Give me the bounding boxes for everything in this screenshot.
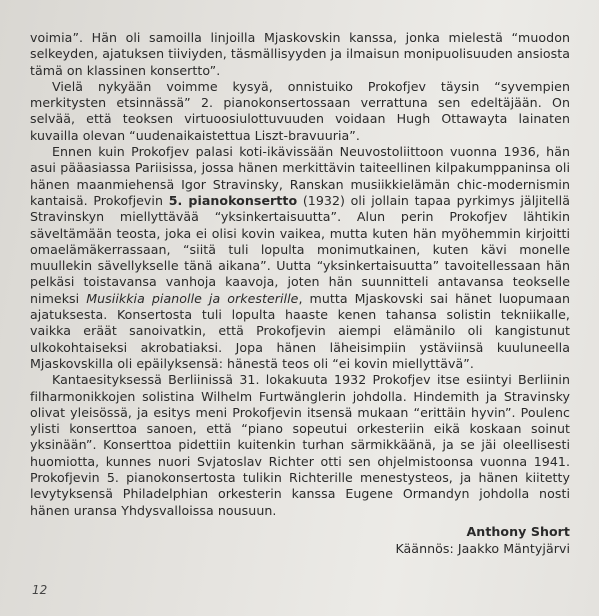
paragraph-3 bbox=[30, 144, 570, 372]
document-body bbox=[30, 30, 570, 557]
paragraph-2: Vielä nykyään voimme kysyä, onnistuiko Prokofjev täysin “syvempien merkitysten etsinnässä” 2. pianokonsertossaan verrattuna sen edeltäjään. On selvää, että teoksen virtuoosiulottuvuuden voidaan Hugh Ottawayta lainaten kuvailla olevan “uudenaikaistettua Liszt-bravuuria”. bbox=[30, 78, 570, 143]
translator-credit: Käännös: Jaakko Mäntyjärvi bbox=[395, 540, 570, 556]
paragraph-4: Kantaesityksessä Berliinissä 31. lokakuuta 1932 Prokofjev itse esiintyi Berliinin filharmonikkojen solistina Wilhelm Furtwänglerin johdolla. Hindemith ja Stravinsky olivat yleisössä, ja esitys meni Prokofjevin itsensä mukaan “erittäin hyvin”. Poulenc ylisti konserttoa sanoen, että “piano sopeutui orkesteriin eikä koskaan soinut yksinään”. Konserttoa pidettiin kuitenkin turhan särmikkäänä, ja se jäi oleellisesti huomiotta, kunnes nuori Svjatoslav Richter otti sen ohjelmistoonsa vuonna 1941. Prokofjevin 5. pianokonsertosta tulikin Richterille menestysteos, ja hänen kiitetty levytyksensä Philadelphian orkesterin kanssa Eugene Ormandyn johdolla nosti hänen uransa Yhdysvalloissa nousuun. bbox=[30, 372, 570, 518]
paragraph-3-part-2: (1932) oli jollain tapaa pyrkimys jäljitellä Stravinskyn miellyttävää “yksinkertaisuutta”. Alun perin Prokofjev lähtikin säveltämään teosta, joka ei olisi kovin vaikea, mutta kuten hän myöhemmin kirjoitti omaelämäkerrassaan, “siitä tuli lopulta monimutkainen, kuten kävi monelle muullekin sävellykselle tänä aikana”. Uutta “yksinkertaisuutta” tavoitellessaan hän pelkäsi toistavansa vanhoja kaavoja, joten hän suunnitteli antavansa teokselle nimeksi bbox=[30, 192, 570, 306]
signature-block bbox=[30, 523, 570, 557]
author-name: Anthony Short bbox=[466, 523, 570, 539]
page-number: 12 bbox=[32, 583, 48, 597]
work-title-bold: 5. pianokonsertto bbox=[168, 192, 298, 208]
paragraph-1: voimia”. Hän oli samoilla linjoilla Mjaskovskin kanssa, jonka mielestä “muodon selkeyden, ajatuksen tiiviyden, täsmällisyyden ja ilmaisun monipuolisuuden ansiosta tämä on klassinen konsertto”. bbox=[30, 30, 570, 78]
paragraph-3-part-3: , mutta Mjaskovski sai hänet luopumaan ajatuksesta. Konsertosta tuli lopulta haaste kenen tahansa solistin tekniikalle, vaikka eräät sanoivatkin, että Prokofjevin aiempi elämänilo oli kangistunut ulkokohtaiseksi akrobatiaksi. Jopa hänen läheisimpiin ystäviinsä kuuluneella Mjaskovskilla oli epäilyksensä: hänestä teos oli “ei kovin miellyttävä”. bbox=[30, 290, 570, 371]
proposed-title-italic: Musiikkia pianolle ja orkesterille bbox=[86, 290, 299, 306]
paragraph-3-part-1: Ennen kuin Prokofjev palasi koti-ikävissään Neuvostoliittoon vuonna 1936, hän asui pääasiassa Pariisissa, jossa hänen merkittävin taiteellinen kilpakumppaninsa oli hänen maanmiehensä Igor Stravinsky, Ranskan musiikkielämän chic-modernismin kantaisä. Prokofjevin bbox=[30, 144, 570, 208]
